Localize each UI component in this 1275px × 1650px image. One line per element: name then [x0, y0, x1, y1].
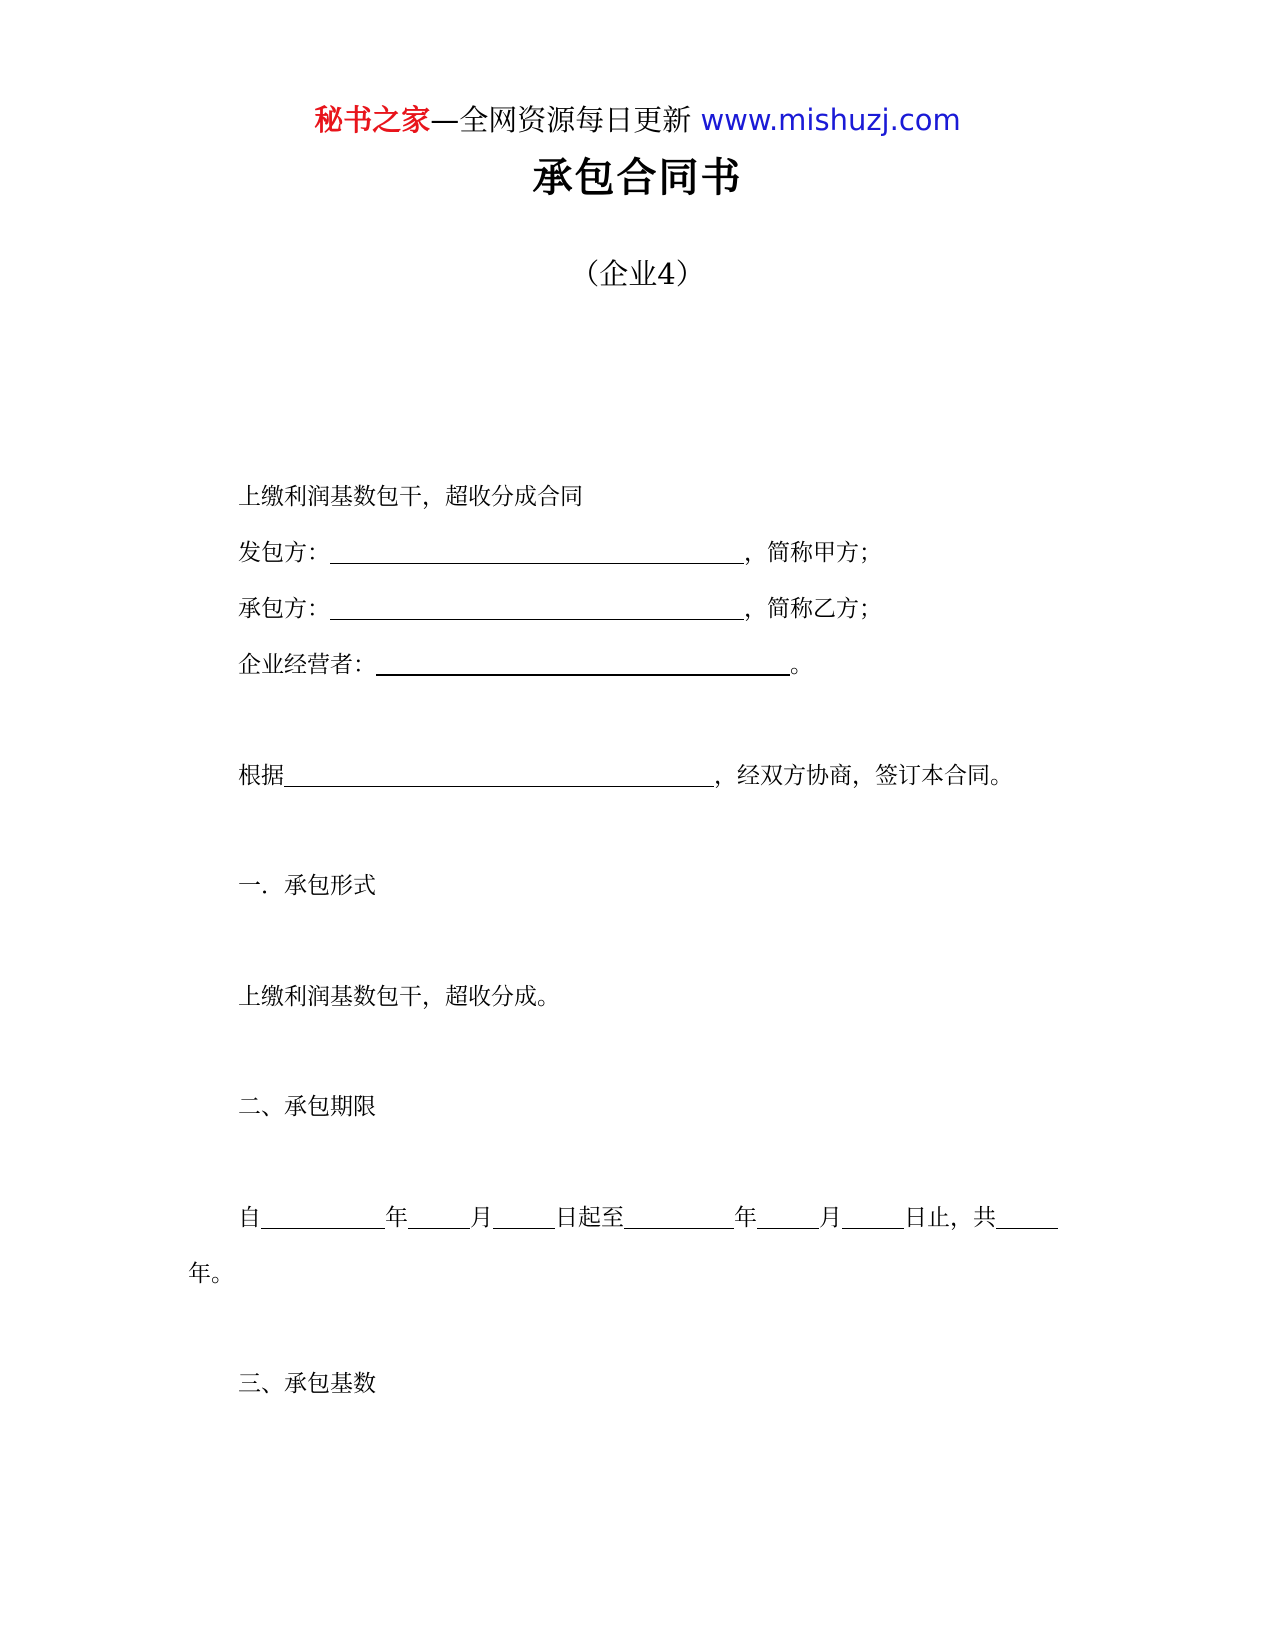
term-year-label: 年: [385, 1205, 408, 1231]
end-day-blank[interactable]: [842, 1204, 904, 1229]
brand-name: 秘书之家: [314, 103, 431, 137]
operator-blank[interactable]: [376, 650, 790, 676]
contract-type-line: 上缴利润基数包干，超收分成合同: [238, 484, 583, 510]
start-month-blank[interactable]: [408, 1204, 470, 1229]
banner-tagline: —全网资源每日更新: [430, 103, 692, 137]
term-tail: 年。: [188, 1261, 234, 1287]
party-a-blank[interactable]: [330, 539, 744, 564]
end-month-blank[interactable]: [757, 1204, 819, 1229]
operator-suffix: 。: [790, 652, 813, 678]
party-a-line: [238, 537, 882, 569]
party-a-suffix: ，简称甲方；: [744, 540, 882, 566]
term-end-year-label: 年: [734, 1205, 757, 1231]
basis-blank[interactable]: [284, 762, 714, 787]
section-2-heading: 二、承包期限: [238, 1094, 376, 1120]
section-1-body: 上缴利润基数包干，超收分成。: [238, 984, 560, 1010]
operator-line: [238, 649, 813, 681]
term-from: 自: [238, 1205, 261, 1231]
term-end-month-label: 月: [819, 1205, 842, 1231]
party-b-label: 承包方：: [238, 596, 330, 622]
term-line: [238, 1202, 1058, 1234]
site-url-link[interactable]: www.mishuzj.com: [700, 103, 961, 137]
section-3-heading: 三、承包基数: [238, 1371, 376, 1397]
document-title: 承包合同书: [532, 155, 743, 201]
party-b-blank[interactable]: [330, 595, 744, 620]
start-year-blank[interactable]: [261, 1204, 385, 1229]
site-banner: [0, 100, 1275, 140]
term-month-label: 月: [470, 1205, 493, 1231]
party-b-line: [238, 593, 882, 625]
basis-line: [238, 760, 1013, 792]
start-day-blank[interactable]: [493, 1204, 555, 1229]
term-end-day-label: 日止，共: [904, 1205, 996, 1231]
term-start-day-label: 日起至: [555, 1205, 624, 1231]
party-a-label: 发包方：: [238, 540, 330, 566]
section-1-heading: 一．承包形式: [238, 873, 376, 899]
operator-label: 企业经营者：: [238, 652, 376, 678]
party-b-suffix: ，简称乙方；: [744, 596, 882, 622]
total-years-blank[interactable]: [996, 1204, 1058, 1229]
basis-suffix: ，经双方协商，签订本合同。: [714, 763, 1013, 789]
document-subtitle: （企业4）: [570, 257, 705, 291]
end-year-blank[interactable]: [624, 1204, 734, 1229]
basis-prefix: 根据: [238, 763, 284, 789]
